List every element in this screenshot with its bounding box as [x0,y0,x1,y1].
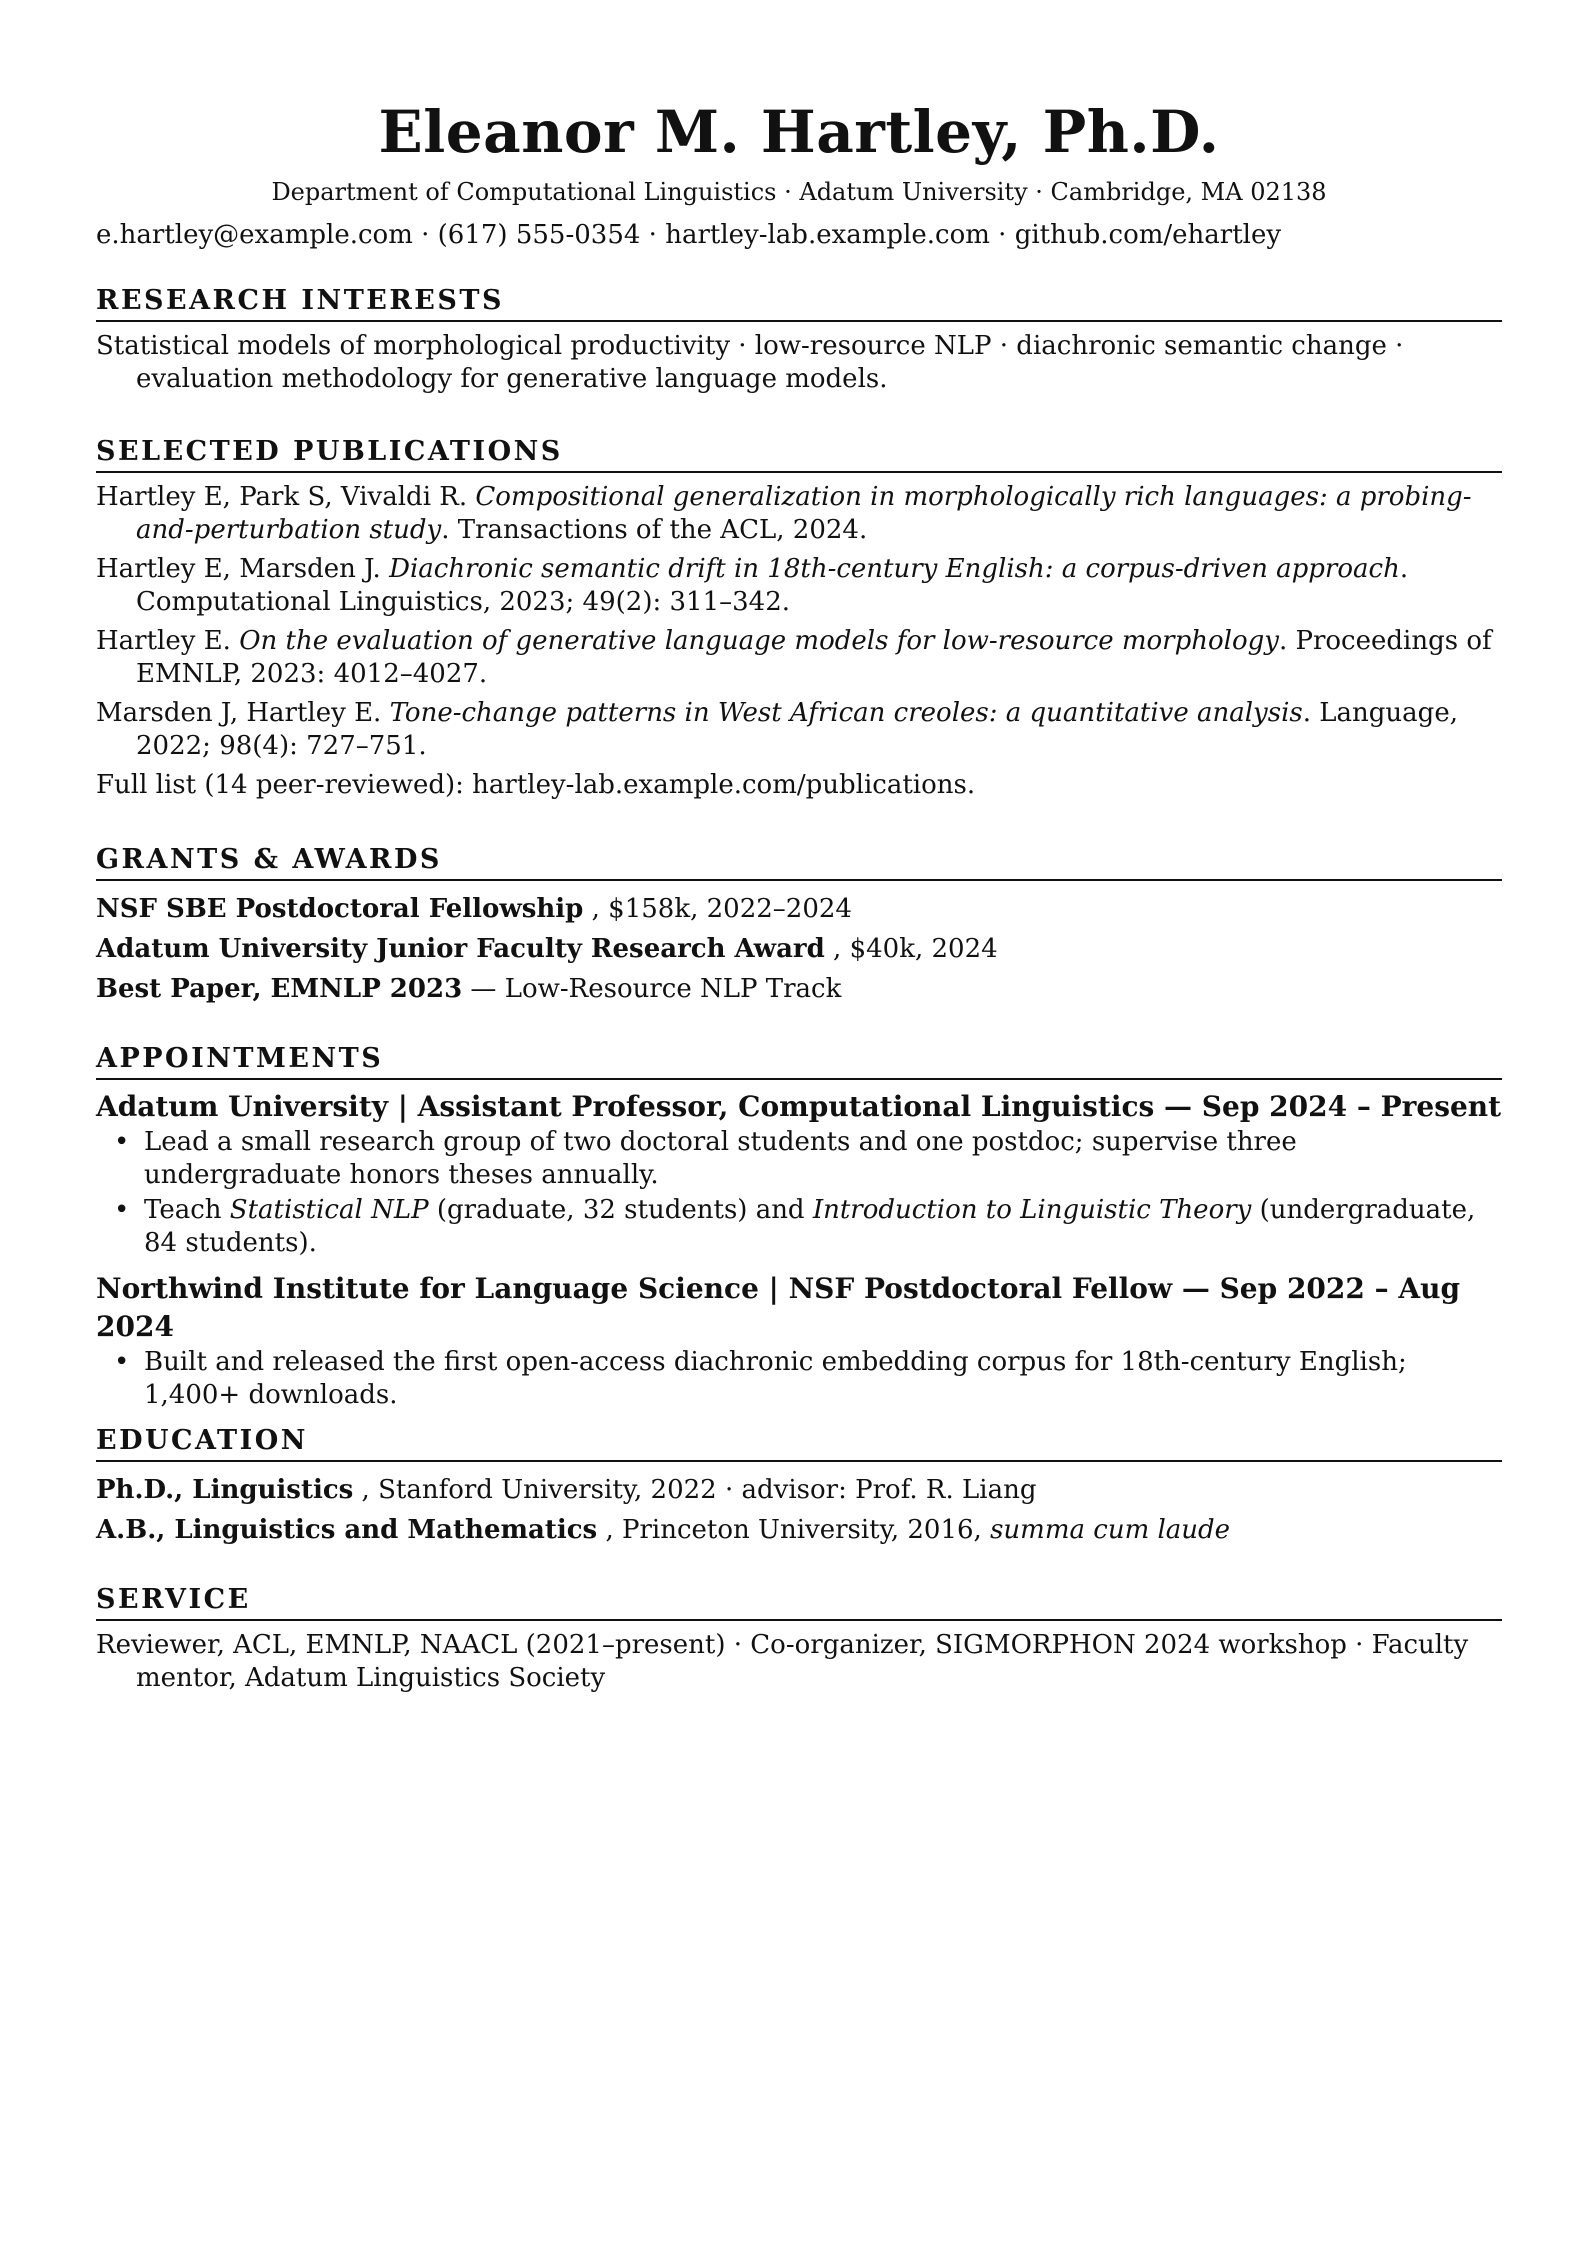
appointment-heading: Adatum University | Assistant Professor, Computational Linguistics — Sep 2024 – Present [96,1090,1502,1123]
affiliation-line: Department of Computational Linguistics · Adatum University · Cambridge, MA 02138 [271,178,1327,206]
section-title: GRANTS & AWARDS [96,843,1502,881]
education-item: A.B., Linguistics and Mathematics , Princeton University, 2016, summa cum laude [96,1515,1231,1545]
section-title: SERVICE [96,1583,1502,1621]
section-title: SELECTED PUBLICATIONS [96,435,1502,473]
education-section [96,1424,1502,1550]
bullet-item: • Teach Statistical NLP (graduate, 32 students) and Introduction to Linguistic Theory (undergraduate, 84 students). [144,1194,1502,1260]
publications-section [96,435,1502,802]
service-text: Reviewer, ACL, EMNLP, NAACL (2021–present) · Co-organizer, SIGMORPHON 2024 workshop · Faculty mentor, Adatum Linguistics Society [96,1630,1469,1693]
contact-line: e.hartley@example.com · (617) 555-0354 · hartley-lab.example.com · github.com/ehartley [96,220,1282,250]
award-item: Best Paper, EMNLP 2023 — Low-Resource NLP Track [96,974,842,1004]
section-title: EDUCATION [96,1424,1502,1462]
education-item: Ph.D., Linguistics , Stanford University, 2022 · advisor: Prof. R. Liang [96,1475,1037,1505]
appointment-bullets [96,1346,1502,1412]
section-title: RESEARCH INTERESTS [96,284,1502,322]
research-interests-section [96,284,1502,396]
appointment-heading: Northwind Institute for Language Science | NSF Postdoctoral Fellow — Sep 2022 – Aug 2024 [96,1272,1461,1343]
appointments-section [96,1042,1502,1414]
appointment-bullets [96,1126,1502,1260]
grants-section [96,843,1502,1009]
award-item: Adatum University Junior Faculty Research Award , $40k, 2024 [96,934,998,964]
publication-item: Marsden J, Hartley E. Tone-change patterns in West African creoles: a quantitative analysis. Language, 2022; 98(4): 727–751. [96,698,1458,761]
section-title: APPOINTMENTS [96,1042,1502,1080]
publication-full-list: Full list (14 peer-reviewed): hartley-lab.example.com/publications. [96,770,976,800]
publication-item: Hartley E, Marsden J. Diachronic semantic drift in 18th-century English: a corpus-driven approach. Computational Linguistics, 2023; 49(2): 311–342. [96,554,1409,617]
publication-item: Hartley E. On the evaluation of generative language models for low-resource morphology. Proceedings of EMNLP, 2023: 4012–4027. [96,626,1492,689]
publication-item: Hartley E, Park S, Vivaldi R. Compositional generalization in morphologically rich languages: a probing-and-perturbation study. Transactions of the ACL, 2024. [96,482,1472,545]
cv-name: Eleanor M. Hartley, Ph.D. [378,98,1220,166]
research-interests-text: Statistical models of morphological productivity · low-resource NLP · diachronic semantic change · evaluation methodology for generative language models. [96,331,1404,394]
bullet-item: • Lead a small research group of two doctoral students and one postdoc; supervise three undergraduate honors theses annually. [144,1126,1502,1192]
service-section [96,1583,1502,1695]
bullet-item: • Built and released the first open-access diachronic embedding corpus for 18th-century English; 1,400+ downloads. [144,1346,1502,1412]
award-item: NSF SBE Postdoctoral Fellowship , $158k, 2022–2024 [96,894,852,924]
